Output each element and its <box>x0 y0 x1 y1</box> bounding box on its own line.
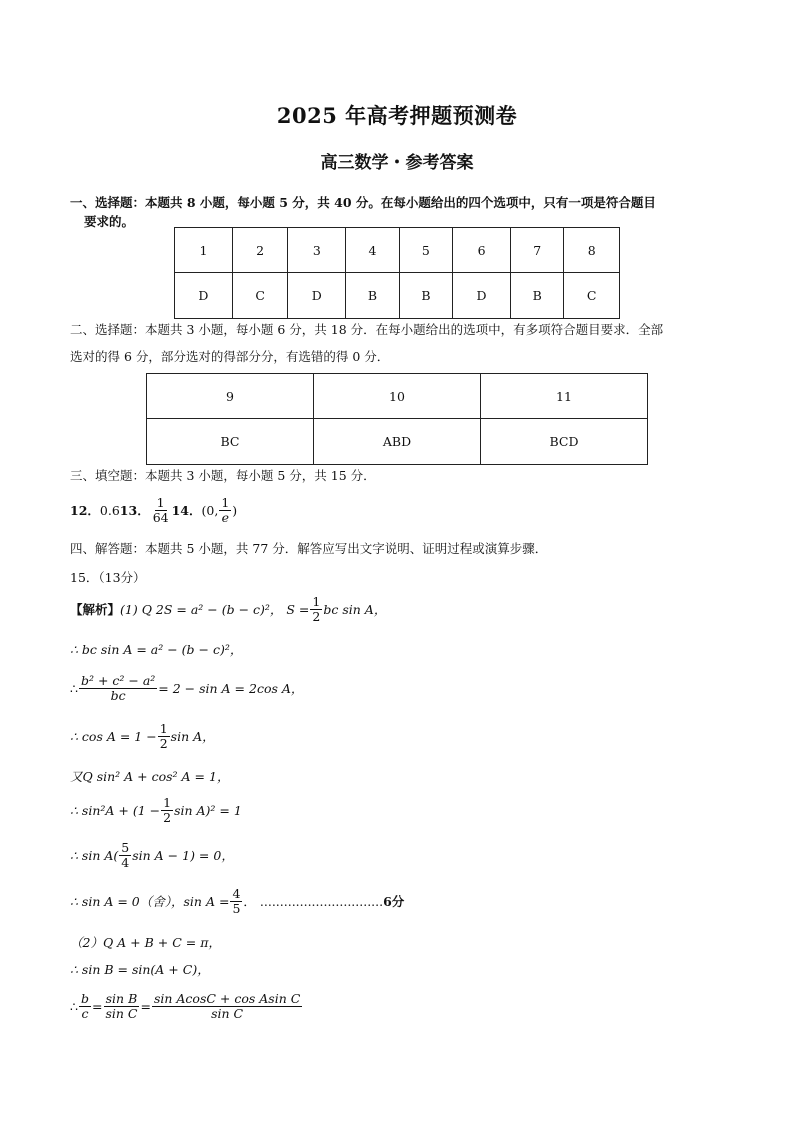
solution-line-2: ∴ bc sin A = a² − (b − c)²， <box>70 642 243 657</box>
fraction-numerator: 4 <box>232 885 241 901</box>
fraction-denominator: bc <box>110 687 126 703</box>
question-number: 10 <box>314 374 481 419</box>
q14-label: 14． <box>171 503 202 518</box>
fraction-numerator: 1 <box>221 494 230 510</box>
fraction <box>152 992 302 1021</box>
fraction <box>230 887 242 916</box>
fraction-numerator: 1 <box>156 494 165 510</box>
solution-line-4 <box>70 719 215 753</box>
section1-heading: 一、选择题：本题共 8 小题，每小题 5 分，共 40 分。在每小题给出的四个选项中，只有一项是符合题目 <box>70 195 656 210</box>
question-number: 9 <box>147 374 314 419</box>
answer-cell: C <box>232 273 288 319</box>
section2-heading-cont: 选对的得 6 分，部分选对的得部分分，有选错的得 0 分． <box>70 349 390 364</box>
equals-sign: = <box>140 998 151 1014</box>
fraction-denominator: 4 <box>121 854 130 870</box>
fraction <box>158 722 170 751</box>
solution-text: sin A， <box>170 729 215 744</box>
fraction-numerator: b <box>80 990 89 1006</box>
answer-cell: C <box>564 273 620 319</box>
fraction-denominator: c <box>81 1005 89 1021</box>
fraction-denominator: 2 <box>312 608 321 624</box>
score-leader-dots: ............................... <box>259 893 384 909</box>
score-mark: 6分 <box>383 894 405 909</box>
section1-heading-cont: 要求的。 <box>84 214 135 229</box>
solution-text: bc sin A， <box>323 602 387 617</box>
solution-line-9: （2）Q A + B + C = π， <box>70 935 221 950</box>
solution-text: ∴ sin A = 0（舍），sin A = <box>70 894 230 909</box>
choice-answer-table-2 <box>146 373 648 465</box>
fraction <box>79 674 157 703</box>
fraction-denominator: sin C <box>105 1005 138 1021</box>
solution-text: sin A)² = 1 <box>174 802 242 818</box>
solution-text: (1) Q 2S = a² − (b − c)²， S = <box>120 602 310 617</box>
q15-header: 15．（13分） <box>70 570 146 585</box>
section3-heading: 三、填空题：本题共 3 小题，每小题 5 分，共 15 分． <box>70 468 376 483</box>
q12-answer: 0.6 <box>99 502 120 518</box>
answer-cell: D <box>175 273 233 319</box>
solution-line-11 <box>70 986 303 1026</box>
question-number: 4 <box>346 228 399 273</box>
answer-cell: BCD <box>481 419 648 465</box>
q14-answer-open: (0, <box>201 502 219 518</box>
page-title: 2025 年高考押题预测卷 <box>276 103 518 128</box>
solution-label: 【解析】 <box>70 602 121 617</box>
fraction-denominator: e <box>221 509 229 525</box>
question-number: 8 <box>564 228 620 273</box>
solution-line-6 <box>70 793 242 827</box>
answer-cell: B <box>511 273 564 319</box>
equals-sign: = <box>91 998 103 1014</box>
fraction <box>161 796 173 825</box>
therefore-symbol: ∴ <box>70 998 78 1014</box>
question-number: 11 <box>481 374 648 419</box>
section2-heading-text: 二、选择题：本题共 3 小题，每小题 6 分，共 18 分．在每小题给出的选项中，有多项符合题目要求．全部 <box>70 322 664 337</box>
solution-text: ∴ sin²A + (1 − <box>70 802 161 818</box>
answer-cell: D <box>453 273 511 319</box>
fraction-numerator: 1 <box>163 794 172 810</box>
solution-line-10: ∴ sin B = sin(A + C)， <box>70 962 210 977</box>
q12-label: 12． <box>70 503 100 518</box>
solution-text: sin A − 1) = 0， <box>132 848 234 863</box>
fraction-denominator: 64 <box>152 509 169 525</box>
answer-cell: B <box>399 273 452 319</box>
therefore-symbol: ∴ <box>70 680 78 696</box>
fraction-numerator: b² + c² − a² <box>80 672 156 688</box>
solution-line-1 <box>70 592 386 626</box>
solution-line-3 <box>70 670 303 706</box>
answer-cell: ABD <box>314 419 481 465</box>
answer-cell: B <box>346 273 399 319</box>
fill-in-answers <box>70 494 237 526</box>
fraction-numerator: sin AcosC + cos Asin C <box>153 990 301 1006</box>
fraction <box>119 841 131 870</box>
fraction-denominator: 2 <box>163 809 172 825</box>
page-subtitle: 高三数学・参考答案 <box>320 153 474 173</box>
fraction <box>103 992 139 1021</box>
q13-answer <box>151 496 171 525</box>
q13-label: 13． <box>119 503 150 518</box>
section2-heading <box>70 320 663 338</box>
fraction <box>310 595 322 624</box>
fraction-numerator: 1 <box>312 593 321 609</box>
question-number: 3 <box>288 228 346 273</box>
solution-text: = 2 − sin A = 2cos A， <box>158 681 304 696</box>
question-number: 5 <box>399 228 452 273</box>
solution-text: ． <box>243 894 256 909</box>
fraction-numerator: sin B <box>105 990 138 1006</box>
question-number: 2 <box>232 228 288 273</box>
question-number: 6 <box>453 228 511 273</box>
solution-line-8 <box>70 884 404 918</box>
fraction-denominator: sin C <box>211 1005 244 1021</box>
solution-text: ∴ sin A( <box>70 847 119 863</box>
answer-cell: D <box>288 273 346 319</box>
answer-cell: BC <box>147 419 314 465</box>
question-number: 1 <box>175 228 233 273</box>
fraction-denominator: 5 <box>232 900 241 916</box>
fraction-numerator: 1 <box>159 720 168 736</box>
question-number: 7 <box>511 228 564 273</box>
solution-text: ∴ cos A = 1 − <box>70 728 157 744</box>
fraction-denominator: 2 <box>159 735 168 751</box>
choice-answer-table-1 <box>174 227 620 319</box>
q14-answer-fraction <box>219 496 231 525</box>
solution-line-7 <box>70 838 234 872</box>
solution-line-5: 又Q sin² A + cos² A = 1， <box>70 769 230 784</box>
fraction <box>79 992 91 1021</box>
section4-heading: 四、解答题：本题共 5 小题，共 77 分．解答应写出文字说明、证明过程或演算步骤． <box>70 541 548 556</box>
q14-answer-close: ) <box>232 502 238 518</box>
fraction-numerator: 5 <box>121 839 130 855</box>
